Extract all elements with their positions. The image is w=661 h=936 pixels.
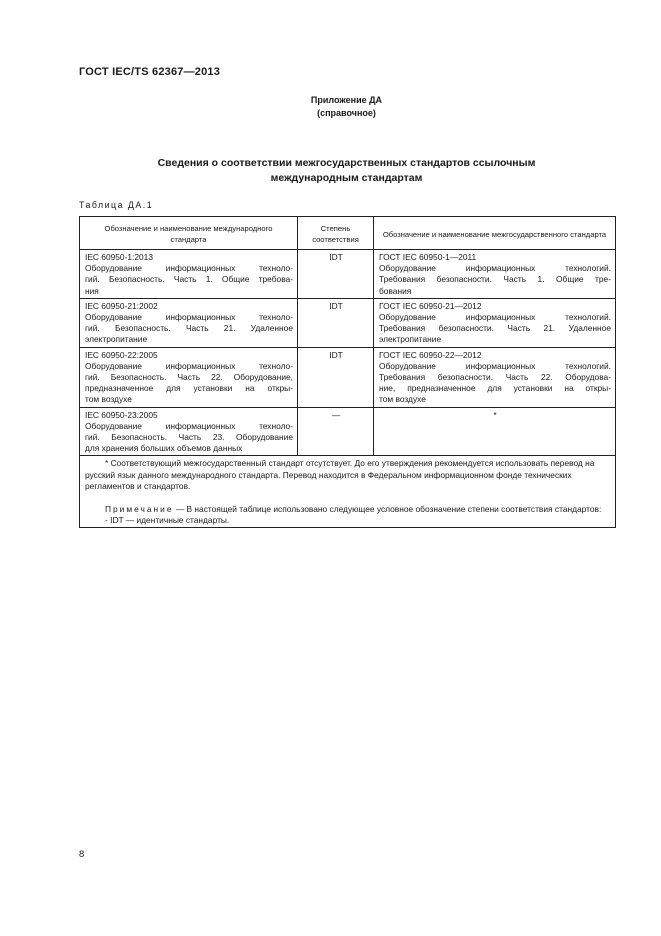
cell-line: Оборудование информационных технологий. <box>379 360 611 371</box>
table-row <box>80 407 616 456</box>
cell-line: электропитание <box>85 334 148 345</box>
international-standard-cell <box>80 407 298 456</box>
table-footnote <box>80 456 616 528</box>
international-standard-cell <box>80 347 298 407</box>
table-note <box>85 504 611 515</box>
table-caption: Таблица ДА.1 <box>79 200 154 210</box>
cell-line: предназначенное для установки на откры- <box>85 383 293 394</box>
cell-line: гий. Безопасность. Часть 1. Общие требова- <box>85 274 293 285</box>
degree-cell: IDT <box>298 250 374 299</box>
cell-line: Оборудование информационных техноло- <box>85 312 293 323</box>
cell-line: Оборудование информационных технологий. <box>379 312 611 323</box>
international-standard-cell <box>80 298 298 347</box>
star-footnote: * Соответствующий межгосударственный стандарт отсутствует. До его утверждения рекомендуется использовать перевод на русский язык данного международного стандарта. Перевод находится в Федеральном информационном фонде технических регламентов и стандартов. <box>85 458 595 492</box>
cell-line: Оборудование информационных техноло- <box>85 360 293 371</box>
cell-line: гий. Безопасность. Часть 21. Удаленное <box>85 323 293 334</box>
cell-line: Оборудование информационных технологий. <box>379 263 611 274</box>
national-standard-cell <box>374 250 616 299</box>
degree-cell: IDT <box>298 347 374 407</box>
cell-line: IEC 60950-23:2005 <box>85 409 158 420</box>
national-standard-cell <box>374 347 616 407</box>
cell-line: гий. Безопасность. Часть 23. Оборудование <box>85 432 293 443</box>
table-header-row <box>80 217 616 250</box>
cell-line: Оборудование информационных техноло- <box>85 263 293 274</box>
cell-line: IEC 60950-21:2002 <box>85 300 158 311</box>
cell-line: ние, предназначенное для установки на откры- <box>379 383 611 394</box>
note-text: — В настоящей таблице использовано следующее условное обозначение степени соответствия стандартов: <box>175 503 602 514</box>
table-row <box>80 347 616 407</box>
annex-heading <box>0 94 661 120</box>
cell-line: Требования безопасности. Часть 1. Общие тре- <box>379 274 611 285</box>
cell-line: гий. Безопасность. Часть 22. Оборудование, <box>85 372 293 383</box>
section-title-line-2: международным стандартам <box>270 172 423 184</box>
cell-line: ГОСТ IEC 60950-22—2012 <box>379 349 482 360</box>
document-code: ГОСТ IEC/TS 62367—2013 <box>79 66 221 78</box>
correspondence-table <box>79 216 616 528</box>
degree-cell: — <box>298 407 374 456</box>
header-international-standard: Обозначение и наименование международного стандарта <box>80 217 298 250</box>
cell-line: том воздухе <box>85 394 132 405</box>
table-footnote-row <box>80 456 616 528</box>
header-degree: Степень соответствия <box>298 217 374 250</box>
cell-line: IEC 60950-1:2013 <box>85 252 153 262</box>
cell-line: Оборудование информационных техноло- <box>85 420 293 431</box>
note-item: - IDT — идентичные стандарты. <box>105 515 230 526</box>
cell-line: ния <box>85 285 99 296</box>
cell-line: бования <box>379 285 412 296</box>
cell-line: ГОСТ IEC 60950-21—2012 <box>379 300 482 311</box>
section-title-line-1: Сведения о соответствии межгосударственных стандартов ссылочным <box>157 157 536 169</box>
header-national-standard: Обозначение и наименование межгосударственного стандарта <box>374 217 616 250</box>
cell-line: для хранения больших объемов данных <box>85 443 243 454</box>
annex-subtitle: (справочное) <box>317 108 376 118</box>
national-standard-cell <box>374 298 616 347</box>
national-standard-cell: * <box>374 407 616 456</box>
degree-cell: IDT <box>298 298 374 347</box>
table-row <box>80 250 616 299</box>
annex-title: Приложение ДА <box>310 95 383 105</box>
spacer <box>85 493 611 504</box>
table-row <box>80 298 616 347</box>
cell-line: том воздухе <box>379 394 426 405</box>
international-standard-cell <box>80 250 298 299</box>
cell-line: Требования безопасности. Часть 22. Оборудова- <box>379 372 611 383</box>
page-number: 8 <box>79 849 85 860</box>
cell-line: Требования безопасности. Часть 21. Удаленное <box>379 323 611 334</box>
cell-line: IEC 60950-22:2005 <box>85 349 158 360</box>
cell-line: ГОСТ IEC 60950-1—2011 <box>379 252 477 262</box>
note-label: Примечание <box>105 503 174 514</box>
section-title <box>0 156 661 186</box>
cell-line: электропитание <box>379 334 442 345</box>
